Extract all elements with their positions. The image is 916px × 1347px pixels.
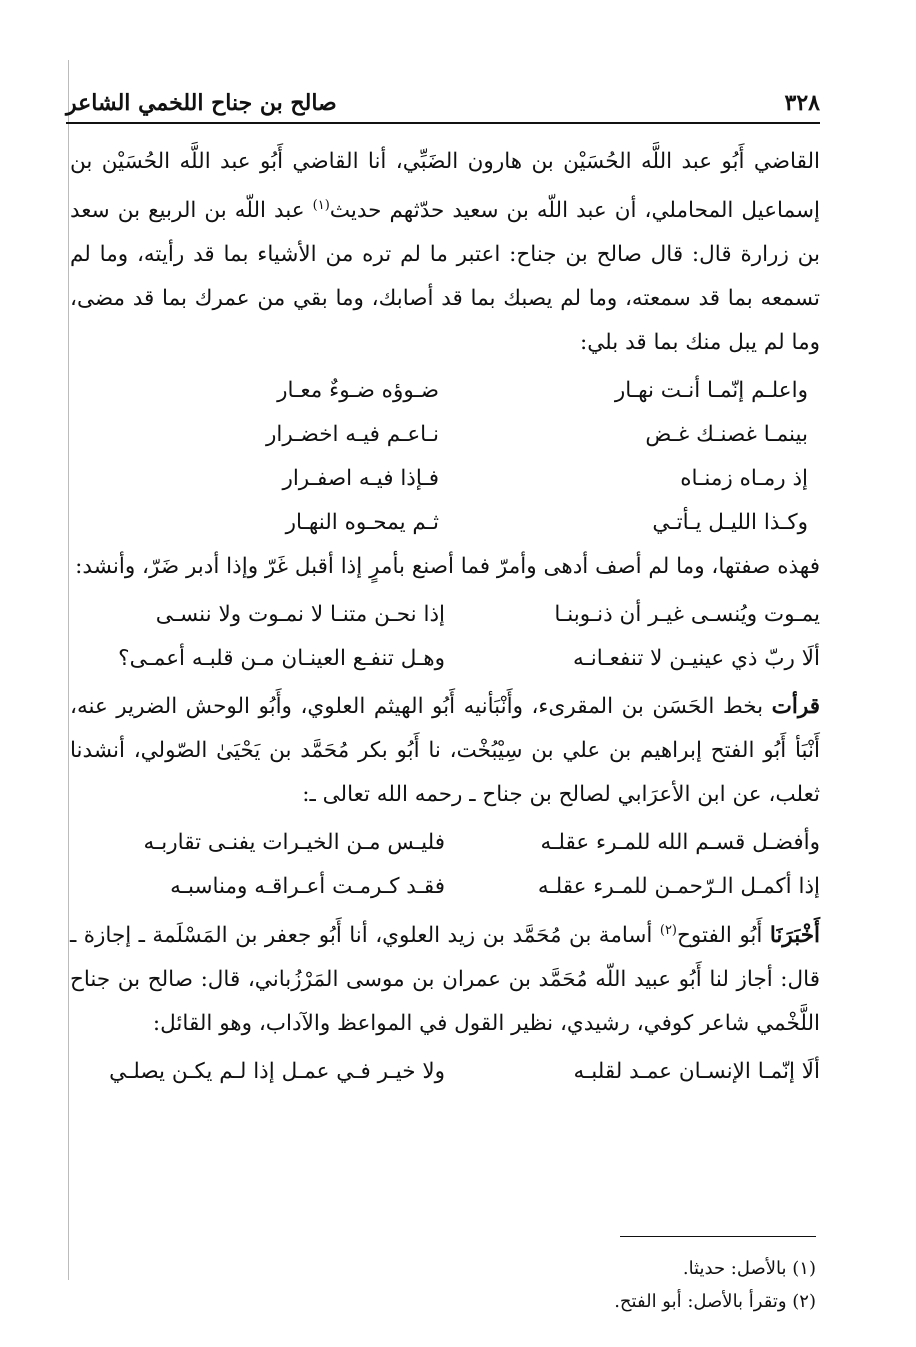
paragraph-4-text-b: أسامة بن مُحَمَّد بن زيد العلوي، أنا أَبُو جعفر بن المَسْلَمة ـ إجازة ـ قال: أجاز لنا أَبُو عبيد اللّه مُحَمَّد بن عمران بن موسى المَرْزُباني، قال: صالح بن جناح اللَّخْمي شاعر كوفي، رشيدي، نظير القول في المواعظ والآداب، وهو القائل: (70, 923, 820, 1037)
paragraph-3-text: بخط الحَسَن بن المقرىء، وأَنْبَأنيه أَبُو الهيثم العلوي، وأَبُو الوحش الضرير عنه، أَنْبَأ أَبُو الفتح إبراهيم بن علي بن سِيْبُخْت، نا أَبُو بكر مُحَمَّد بن يَحْيَىٰ الصّولي، أنشدنا ثعلب، عن ابن الأعرَابي لصالح بن جناح ـ رحمه الله تعالى ـ: (70, 694, 820, 808)
verse-first-hemistich: يمـوت ويُنسـى غيـر أن ذنـوبنـا (554, 602, 820, 628)
paragraph-1 (70, 140, 820, 365)
verse-second-hemistich: ثـم يمحـوه النهـار (285, 510, 439, 536)
poem-3 (70, 821, 820, 909)
paragraph-4-text-a: أَبُو الفتوح (677, 923, 770, 949)
footnote-1 (70, 1252, 816, 1285)
verse-line (70, 865, 820, 909)
verse-line (70, 457, 820, 501)
verse-first-hemistich: ألَا إنّمـا الإنسـان عمـد لقلبـه (573, 1059, 820, 1085)
paragraph-1-text-b: عبد اللّه بن الربيع بن سعد بن زرارة قال: قال صالح بن جناح: اعتبر ما لم تره من الأشياء بما قد رأيته، وما لم تسمعه بما قد سمعته، وما لم يصبك بما قد أصابك، وما بقي من عمرك بما قد مضى، وما لم يبل منك بما قد بلي: (70, 198, 820, 356)
verse-first-hemistich: وكـذا الليـل يـأتـي (652, 510, 808, 536)
verse-line (70, 413, 820, 457)
page-header (66, 76, 820, 124)
verse-second-hemistich: فليـس مـن الخيـرات يفنـى تقاربـه (143, 830, 445, 856)
running-title: صالح بن جناح اللخمي الشاعر (66, 90, 337, 116)
verse-line (70, 593, 820, 637)
verse-first-hemistich: إذا أكمـل الـرّحمـن للمـرء عقلـه (537, 874, 820, 900)
footnote-number: (٢) (792, 1291, 816, 1312)
paragraph-4 (70, 909, 820, 1046)
page-number: ٣٢٨ (784, 90, 820, 116)
footnote-text: وتقرأ بالأصل: أبو الفتح. (614, 1291, 787, 1312)
verse-second-hemistich: فقـد كـرمـت أعـراقـه ومناسبـه (170, 874, 445, 900)
paragraph-3-lead: قرأت (771, 694, 820, 720)
poem-4 (70, 1050, 820, 1094)
verse-second-hemistich: فـإذا فيـه اصفـرار (282, 466, 439, 492)
verse-second-hemistich: إذا نحـن متنـا لا نمـوت ولا ننسـى (155, 602, 445, 628)
verse-line (70, 821, 820, 865)
footnotes (70, 1252, 816, 1318)
verse-first-hemistich: واعلـم إنّمـا أنـت نهـار (614, 378, 808, 404)
verse-line (70, 1050, 820, 1094)
footnote-ref-1: (١) (312, 198, 330, 213)
paragraph-4-lead: أَخْبَرَنَا (769, 923, 820, 949)
scan-edge-line (68, 60, 69, 1280)
verse-line (70, 637, 820, 681)
verse-second-hemistich: ضـوؤه ضـوءٌ معـار (277, 378, 439, 404)
footnote-text: بالأصل: حديثا. (682, 1258, 787, 1279)
verse-second-hemistich: وهـل تنفـع العينـان مـن قلبـه أعمـى؟ (118, 646, 445, 672)
poem-2 (70, 593, 820, 681)
verse-first-hemistich: ألَا ربّ ذي عينيـن لا تنفعـانـه (572, 646, 820, 672)
verse-second-hemistich: نـاعـم فيـه اخضـرار (266, 422, 439, 448)
verse-first-hemistich: وأفضـل قسـم الله للمـرء عقلـه (540, 830, 820, 856)
poem-1 (70, 369, 820, 545)
footnote-2 (70, 1285, 816, 1318)
paragraph-1-text-a: القاضي أَبُو عبد اللَّه الحُسَيْن بن هارون الضَبِّي، أنا القاضي أَبُو عبد اللَّه الحُسَيْن بن إسماعيل المحاملي، أن عبد اللّه بن سعيد حدّثهم حديث (70, 149, 820, 224)
footnote-number: (١) (792, 1258, 816, 1279)
verse-first-hemistich: إذ رمـاه زمنـاه (680, 466, 808, 492)
paragraph-2: فهذه صفتها، وما لم أصف أدهى وأمرّ فما أصنع بأمرٍ إذا أقبل غَرّ وإذا أدبر ضَرّ، وأنشد: (75, 554, 820, 580)
verse-second-hemistich: ولا خيـر فـي عمـل إذا لـم يكـن يصلـي (109, 1059, 445, 1085)
page-body (70, 140, 820, 1094)
paragraph-3 (70, 685, 820, 817)
verse-line (70, 369, 820, 413)
verse-line (70, 501, 820, 545)
verse-first-hemistich: بينمـا غصنـك غـض (645, 422, 808, 448)
footnote-separator (620, 1236, 816, 1237)
footnote-ref-2: (٢) (659, 923, 677, 939)
